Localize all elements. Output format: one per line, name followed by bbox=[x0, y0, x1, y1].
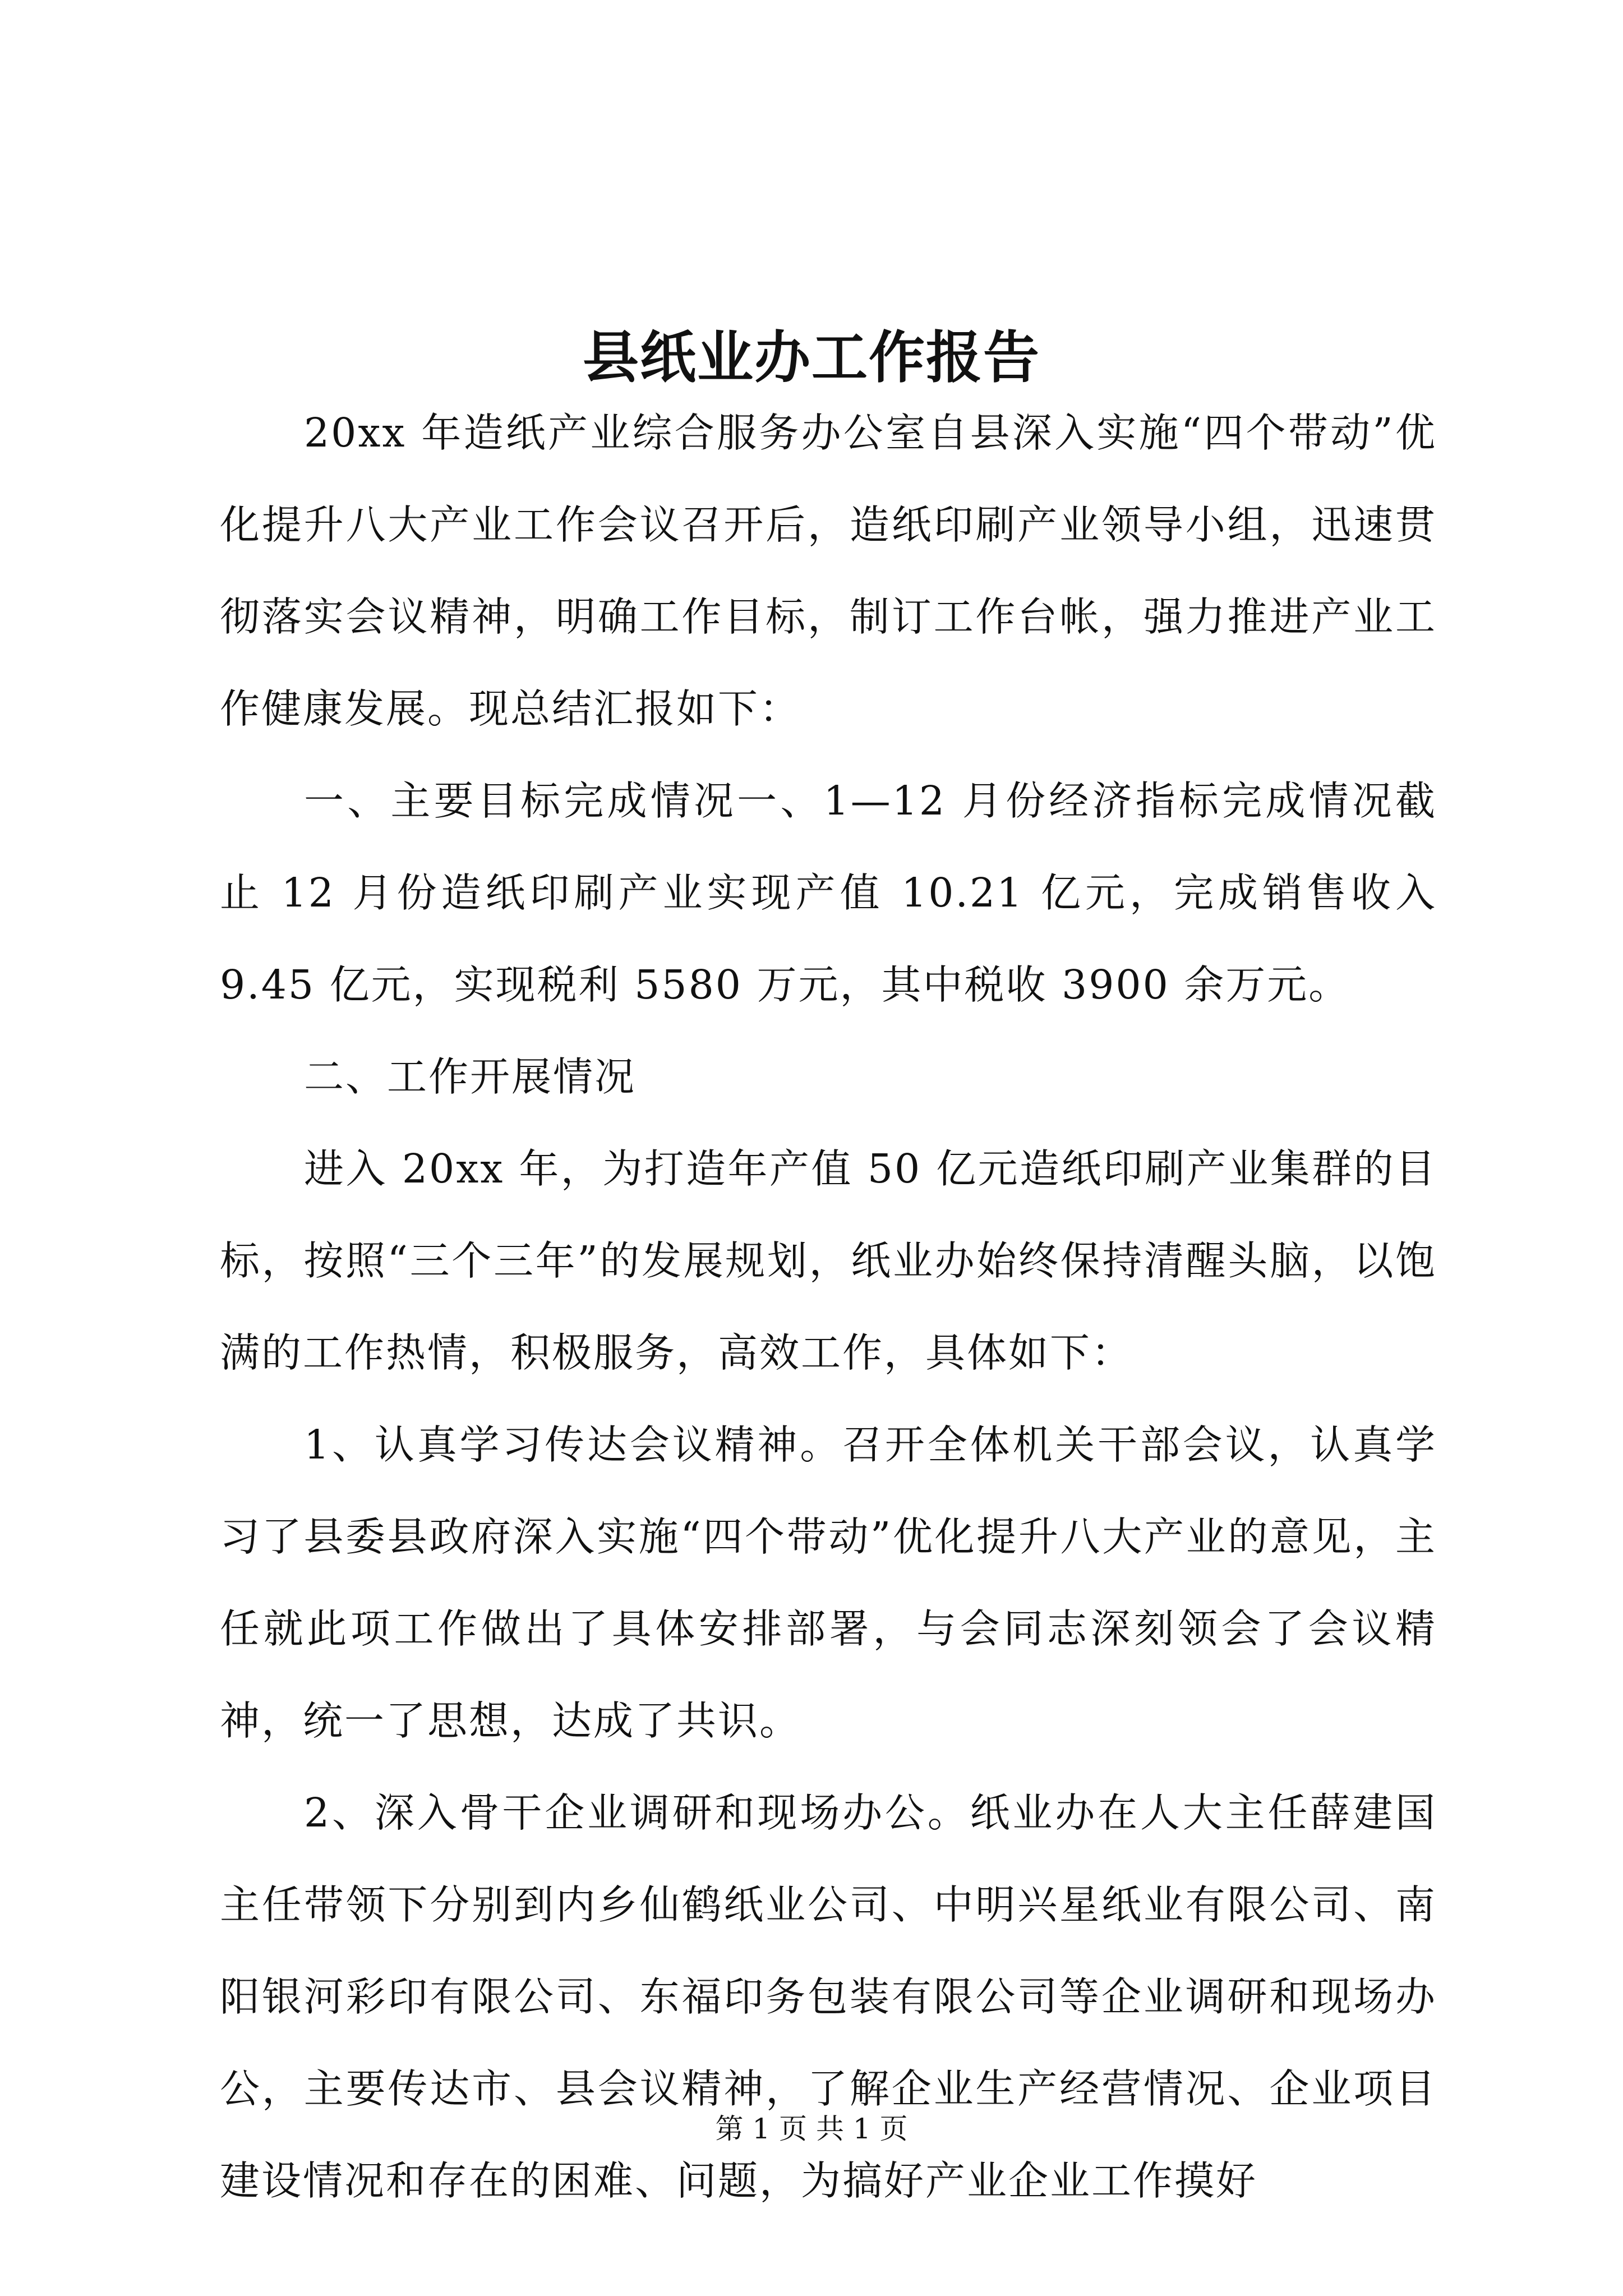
paragraph-item-1: 1、认真学习传达会议精神。召开全体机关干部会议，认真学习了县委县政府深入实施“四个带动”优化提升八大产业的意见，主任就此项工作做出了具体安排部署，与会同志深刻领会了会议精神，统一了思想，达成了共识。 bbox=[220, 1421, 1437, 1744]
page-footer: 第 1 页 共 1 页 bbox=[715, 2113, 908, 2145]
document-title: 县纸业办工作报告 bbox=[583, 324, 1040, 390]
paragraph-intro: 20xx 年造纸产业综合服务办公室自县深入实施“四个带动”优化提升八大产业工作会议召开后，造纸印刷产业领导小组，迅速贯彻落实会议精神，明确工作目标，制订工作台帐，强力推进产业工作健康发展。现总结汇报如下： bbox=[220, 409, 1437, 732]
document-body bbox=[220, 387, 1437, 2227]
paragraph-targets: 一、主要目标完成情况一、1—12 月份经济指标完成情况截止 12 月份造纸印刷产业实现产值 10.21 亿元，完成销售收入 9.45 亿元，实现税利 5580 万元，其中税收 3900 余万元。 bbox=[220, 777, 1437, 1008]
section-heading-work: 二、工作开展情况 bbox=[304, 1053, 637, 1100]
paragraph-item-2: 2、深入骨干企业调研和现场办公。纸业办在人大主任薛建国主任带领下分别到内乡仙鹤纸业公司、中明兴星纸业有限公司、南阳银河彩印有限公司、东福印务包装有限公司等企业调研和现场办公，主要传达市、县会议精神，了解企业生产经营情况、企业项目建设情况和存在的困难、问题，为搞好产业企业工作摸好 bbox=[220, 1789, 1437, 2204]
paragraph-work-overview: 进入 20xx 年，为打造年产值 50 亿元造纸印刷产业集群的目标，按照“三个三年”的发展规划，纸业办始终保持清醒头脑，以饱满的工作热情，积极服务，高效工作，具体如下： bbox=[220, 1145, 1437, 1376]
